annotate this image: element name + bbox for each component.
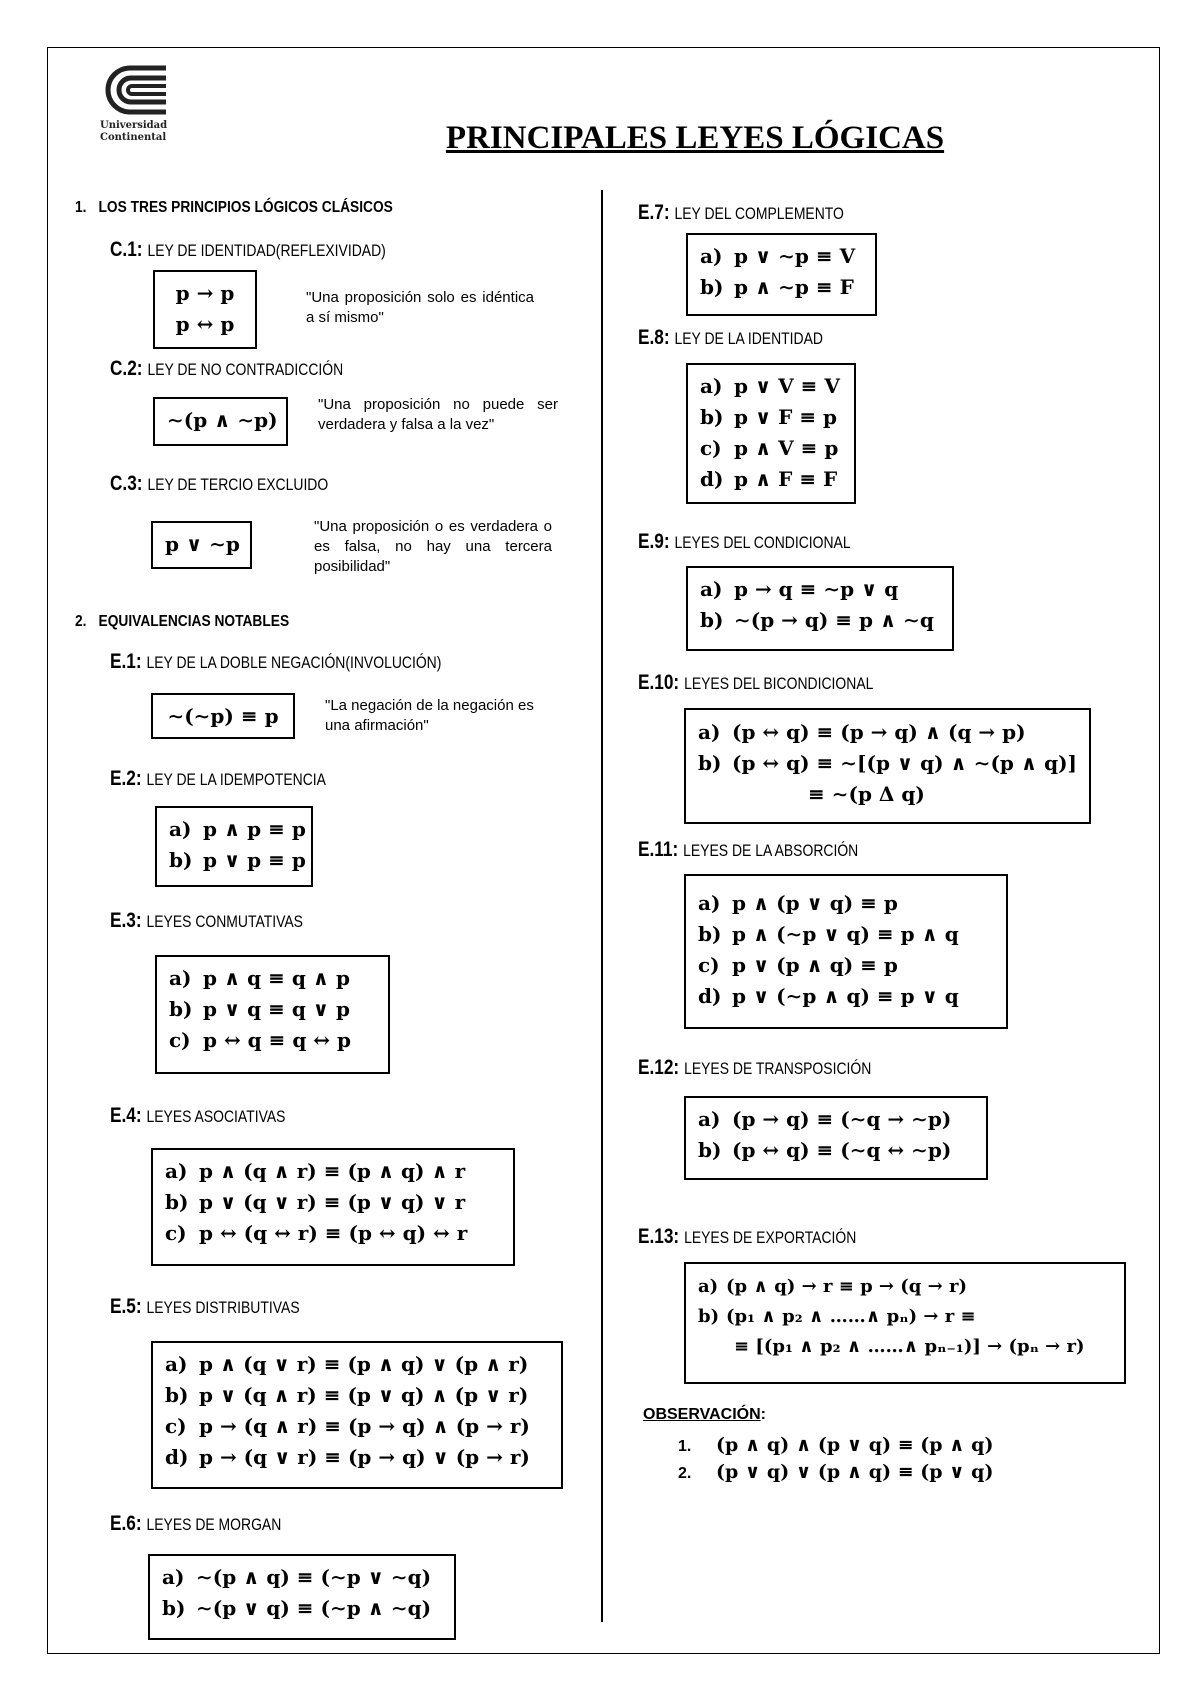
formula-row xyxy=(700,464,842,495)
item-label: a) xyxy=(169,817,192,841)
law-name: LEY DE IDENTIDAD(REFLEXIVIDAD) xyxy=(147,241,386,260)
formula: (p ∧ q) → r ≡ p → (q → r) xyxy=(726,1276,967,1297)
law-code: E.2: xyxy=(110,767,142,790)
law-name: LEYES DISTRIBUTIVAS xyxy=(146,1298,300,1317)
formula: (p ↔ q) ≡ ∼[(p ∨ q) ∧ ∼(p ∧ q)] xyxy=(732,751,1077,775)
formula-row xyxy=(169,994,376,1025)
formula: p ∨ F ≡ p xyxy=(734,405,838,429)
formula-row xyxy=(700,605,940,636)
formula: p ∨ (q ∨ r) ≡ (p ∨ q) ∨ r xyxy=(199,1190,466,1214)
law-code: C.2: xyxy=(110,357,143,380)
formula-row xyxy=(698,981,994,1012)
formula-row xyxy=(698,1332,1112,1362)
formula-box-e2 xyxy=(155,806,313,887)
formula-row xyxy=(165,1349,549,1380)
formula: p ∨ (p ∧ q) ≡ p xyxy=(732,953,898,977)
item-label: b) xyxy=(700,275,724,299)
formula-box-e13 xyxy=(684,1262,1126,1384)
quote-c3: "Una proposición o es verdadera o es falsa, no hay una tercera posibilidad" xyxy=(314,518,552,575)
formula: ∼(p ∧ q) ≡ (∼p ∨ ∼q) xyxy=(196,1565,432,1589)
formula-row xyxy=(169,1025,376,1056)
law-heading-e2 xyxy=(110,767,326,791)
law-code: C.1: xyxy=(110,238,143,261)
law-heading-e4 xyxy=(110,1104,285,1128)
item-label: c) xyxy=(165,1221,187,1245)
item-label: b) xyxy=(700,608,724,632)
law-code: E.7: xyxy=(638,201,670,224)
formula-row xyxy=(698,950,994,981)
section-number: 2. xyxy=(75,613,87,630)
item-label: a) xyxy=(162,1565,185,1589)
formula: p ∧ V ≡ p xyxy=(734,436,839,460)
formula-row xyxy=(169,814,306,845)
law-code: E.4: xyxy=(110,1104,142,1127)
section-number: 1. xyxy=(75,199,87,216)
item-label: a) xyxy=(700,374,723,398)
law-code: E.12: xyxy=(638,1056,680,1079)
law-name: LEY DE LA IDENTIDAD xyxy=(674,329,823,348)
section-title: EQUIVALENCIAS NOTABLES xyxy=(98,613,290,630)
formula: (p ∧ q) ∧ (p ∨ q) ≡ (p ∧ q) xyxy=(716,1434,994,1456)
item-label: d) xyxy=(698,984,722,1008)
law-code: E.11: xyxy=(638,838,679,861)
formula-box-c2 xyxy=(153,397,288,446)
formula-row xyxy=(700,241,863,272)
logo-line-2: Continental xyxy=(100,132,167,143)
formula: ∼(p ∧ ∼p) xyxy=(167,408,278,432)
law-name: LEY DE LA DOBLE NEGACIÓN(INVOLUCIÓN) xyxy=(146,653,442,672)
quote-c1: "Una proposición solo es idéntica a sí mismo" xyxy=(306,289,534,326)
item-label: a) xyxy=(165,1352,188,1376)
law-heading-e10 xyxy=(638,671,873,695)
law-name: LEYES DE EXPORTACIÓN xyxy=(684,1228,857,1247)
formula-box-e11 xyxy=(684,874,1008,1029)
formula: p ∨ ∼p xyxy=(165,532,240,556)
law-heading-e9 xyxy=(638,530,851,554)
formula: p ∨ (∼p ∧ q) ≡ p ∨ q xyxy=(732,984,959,1008)
item-label: a) xyxy=(698,1107,721,1131)
formula: p ∧ p ≡ p xyxy=(203,817,306,841)
law-name: LEY DEL COMPLEMENTO xyxy=(674,204,844,223)
page-title: PRINCIPALES LEYES LÓGICAS xyxy=(445,120,945,156)
formula: ∼(p ∨ q) ≡ (∼p ∧ ∼q) xyxy=(196,1596,432,1620)
law-code: E.1: xyxy=(110,650,142,673)
item-label: a) xyxy=(698,891,721,915)
item-label: b) xyxy=(165,1383,189,1407)
formula: (p ∨ q) ∨ (p ∧ q) ≡ (p ∨ q) xyxy=(716,1461,994,1483)
section-2-heading xyxy=(75,613,289,631)
item-number: 1. xyxy=(678,1438,692,1455)
formula-row xyxy=(165,1411,549,1442)
formula-row xyxy=(165,1187,501,1218)
law-name: LEYES DE TRANSPOSICIÓN xyxy=(684,1059,872,1078)
formula-row xyxy=(700,272,863,303)
section-title: LOS TRES PRINCIPIOS LÓGICOS CLÁSICOS xyxy=(98,199,393,216)
item-label: b) xyxy=(165,1190,189,1214)
formula-box-e8 xyxy=(686,363,856,504)
formula: p ∧ ∼p ≡ F xyxy=(734,275,854,299)
law-heading-e13 xyxy=(638,1225,856,1249)
formula-row xyxy=(698,888,994,919)
observacion-title xyxy=(643,1406,766,1424)
quote-e1: "La negación de la negación es una afirmación" xyxy=(325,697,534,734)
formula: (p ↔ q) ≡ (∼q ↔ ∼p) xyxy=(732,1138,952,1162)
formula: p ∧ (q ∨ r) ≡ (p ∧ q) ∨ (p ∧ r) xyxy=(199,1352,529,1376)
formula-row xyxy=(700,433,842,464)
formula: p → (q ∧ r) ≡ (p → q) ∧ (p → r) xyxy=(199,1414,530,1438)
formula-box-c1 xyxy=(153,270,257,349)
formula-box-e6 xyxy=(148,1554,456,1640)
formula-row xyxy=(162,1562,442,1593)
observacion-item xyxy=(678,1461,993,1483)
law-code: E.9: xyxy=(638,530,670,553)
formula: ≡ ∼(p Δ q) xyxy=(808,782,925,806)
formula-row xyxy=(169,845,306,876)
formula-box-e3 xyxy=(155,955,390,1074)
law-code: E.3: xyxy=(110,909,142,932)
law-heading-c2 xyxy=(110,357,343,381)
item-label: c) xyxy=(169,1028,191,1052)
item-label: d) xyxy=(165,1445,189,1469)
formula: p ∧ q ≡ q ∧ p xyxy=(203,966,350,990)
logo-line-1: Universidad xyxy=(100,120,168,131)
item-label: a) xyxy=(700,244,723,268)
formula: (p₁ ∧ p₂ ∧ ……∧ pₙ) → r ≡ xyxy=(726,1306,976,1327)
formula-box-e4 xyxy=(151,1148,515,1266)
formula: p ∧ F ≡ F xyxy=(734,467,838,491)
formula-row xyxy=(169,963,376,994)
item-label: a) xyxy=(165,1159,188,1183)
item-label: b) xyxy=(169,997,193,1021)
item-label: c) xyxy=(698,953,720,977)
formula-row xyxy=(698,779,1077,810)
item-label: a) xyxy=(698,1276,719,1297)
formula-row xyxy=(165,1380,549,1411)
formula: p ∨ ∼p ≡ V xyxy=(734,244,856,268)
formula-row xyxy=(698,1135,974,1166)
formula-row xyxy=(165,1218,501,1249)
law-code: E.10: xyxy=(638,671,680,694)
law-heading-e1 xyxy=(110,650,441,674)
law-heading-c3 xyxy=(110,472,328,496)
formula: p ↔ q ≡ q ↔ p xyxy=(203,1028,351,1052)
item-label: b) xyxy=(698,751,722,775)
law-name: LEYES DEL CONDICIONAL xyxy=(674,533,851,552)
formula: ∼(∼p) ≡ p xyxy=(167,704,279,728)
formula-row xyxy=(698,717,1077,748)
formula-box-c3 xyxy=(151,521,252,569)
item-label: b) xyxy=(169,848,193,872)
item-label: b) xyxy=(698,922,722,946)
law-code: E.6: xyxy=(110,1512,142,1535)
formula: p → p xyxy=(175,281,235,305)
observacion-label: OBSERVACIÓN xyxy=(643,1406,761,1423)
formula-box-e10 xyxy=(684,708,1091,824)
observacion-colon: : xyxy=(760,1406,766,1423)
item-label: b) xyxy=(700,405,724,429)
law-heading-e7 xyxy=(638,201,844,225)
formula-box-e5 xyxy=(151,1341,563,1489)
formula-row xyxy=(698,1272,1112,1302)
law-name: LEYES CONMUTATIVAS xyxy=(146,912,303,931)
formula-box-e1 xyxy=(151,693,295,739)
law-heading-e5 xyxy=(110,1295,300,1319)
formula: p ∨ q ≡ q ∨ p xyxy=(203,997,350,1021)
formula-row xyxy=(698,1104,974,1135)
observacion-item xyxy=(678,1434,993,1456)
quote-c2: "Una proposición no puede ser verdadera y falsa a la vez" xyxy=(318,396,558,433)
formula-row xyxy=(165,1442,549,1473)
law-heading-e12 xyxy=(638,1056,871,1080)
item-label: b) xyxy=(698,1138,722,1162)
formula: p ∨ (q ∧ r) ≡ (p ∨ q) ∧ (p ∨ r) xyxy=(199,1383,529,1407)
item-label: b) xyxy=(698,1306,720,1327)
formula-row xyxy=(165,1156,501,1187)
law-name: LEYES DE LA ABSORCIÓN xyxy=(683,841,859,860)
formula: ≡ [(p₁ ∧ p₂ ∧ ……∧ pₙ₋₁)] → (pₙ → r) xyxy=(734,1336,1085,1357)
formula-box-e9 xyxy=(686,566,954,651)
formula-row xyxy=(698,1302,1112,1332)
formula: p ∧ (p ∨ q) ≡ p xyxy=(732,891,898,915)
formula-row xyxy=(698,919,994,950)
formula-row xyxy=(700,402,842,433)
law-heading-e8 xyxy=(638,326,823,350)
formula: ∼(p → q) ≡ p ∧ ∼q xyxy=(734,608,934,632)
item-label: b) xyxy=(162,1596,186,1620)
law-heading-e11 xyxy=(638,838,858,862)
law-name: LEYES DE MORGAN xyxy=(146,1515,282,1534)
law-heading-e3 xyxy=(110,909,303,933)
law-heading-e6 xyxy=(110,1512,281,1536)
logo-icon xyxy=(100,64,172,118)
section-1-heading xyxy=(75,199,393,217)
formula: p ∧ (∼p ∨ q) ≡ p ∧ q xyxy=(732,922,959,946)
formula: (p ↔ q) ≡ (p → q) ∧ (q → p) xyxy=(732,720,1026,744)
formula: p ↔ p xyxy=(175,312,235,336)
law-name: LEYES DEL BICONDICIONAL xyxy=(684,674,874,693)
law-code: E.13: xyxy=(638,1225,680,1248)
item-label: a) xyxy=(698,720,721,744)
item-label: c) xyxy=(165,1414,187,1438)
formula: (p → q) ≡ (∼q → ∼p) xyxy=(732,1107,952,1131)
formula: p ∧ (q ∧ r) ≡ (p ∧ q) ∧ r xyxy=(199,1159,466,1183)
law-name: LEY DE LA IDEMPOTENCIA xyxy=(146,770,326,789)
formula-row xyxy=(700,371,842,402)
formula-box-e7 xyxy=(686,233,877,316)
item-number: 2. xyxy=(678,1465,692,1482)
item-label: d) xyxy=(700,467,724,491)
law-code: E.8: xyxy=(638,326,670,349)
formula: p ↔ (q ↔ r) ≡ (p ↔ q) ↔ r xyxy=(199,1221,468,1245)
column-divider xyxy=(601,190,603,1622)
formula-row xyxy=(698,748,1077,779)
item-label: a) xyxy=(700,577,723,601)
formula: p ∨ V ≡ V xyxy=(734,374,840,398)
formula: p ∨ p ≡ p xyxy=(203,848,306,872)
law-code: C.3: xyxy=(110,472,143,495)
item-label: c) xyxy=(700,436,722,460)
law-name: LEYES ASOCIATIVAS xyxy=(146,1107,286,1126)
law-heading-c1 xyxy=(110,238,386,262)
formula: p → (q ∨ r) ≡ (p → q) ∨ (p → r) xyxy=(199,1445,530,1469)
formula-box-e12 xyxy=(684,1096,988,1180)
item-label: a) xyxy=(169,966,192,990)
formula-row xyxy=(700,574,940,605)
law-name: LEY DE TERCIO EXCLUIDO xyxy=(147,475,329,494)
formula: p → q ≡ ∼p ∨ q xyxy=(734,577,899,601)
law-name: LEY DE NO CONTRADICCIÓN xyxy=(147,360,344,379)
formula-row xyxy=(162,1593,442,1624)
law-code: E.5: xyxy=(110,1295,142,1318)
